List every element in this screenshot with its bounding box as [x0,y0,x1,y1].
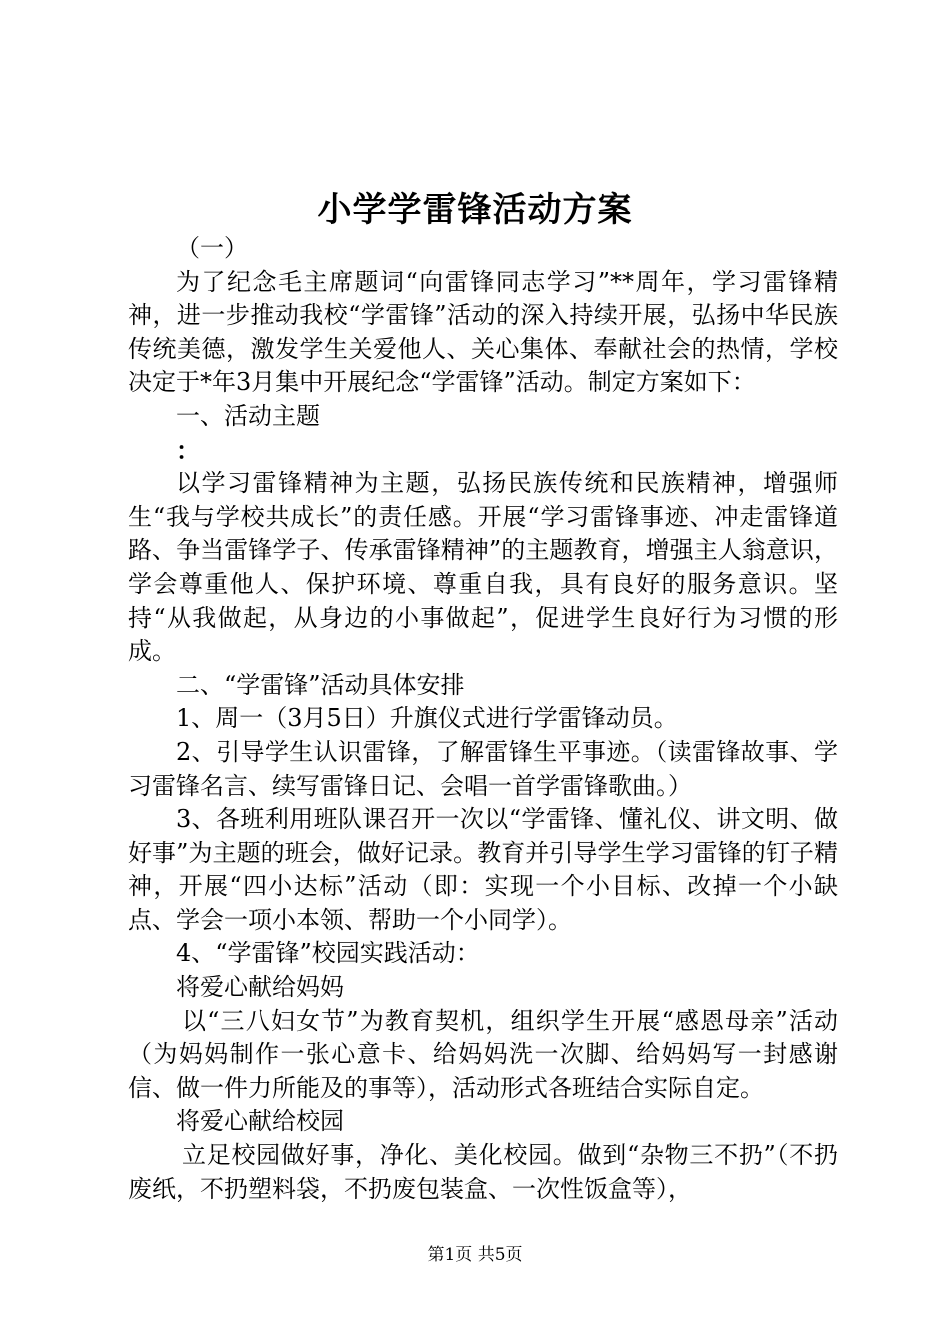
heading-arrangement: 二、“学雷锋”活动具体安排 [176,670,465,699]
campus-paragraph: 立足校园做好事，净化、美化校园。做到“杂物三不扔”（不扔废纸，不扔塑料袋，不扔废包装盒、一次性饭盒等）， [128,1141,838,1203]
arrangement-item-4: 4、“学雷锋”校园实践活动： [176,939,480,968]
arrangement-item-1: 1、周一（3月5日）升旗仪式进行学雷锋动员。 [176,704,678,733]
page-footer: 第1页 共5页 [427,1245,523,1265]
heading-theme: 一、活动主题 [176,401,320,430]
subheading-campus: 将爱心献给校园 [176,1107,344,1136]
document-title: 小学学雷锋活动方案 [317,190,633,230]
section-marker: （一） [176,234,248,262]
arrangement-item-3: 3、各班利用班队课召开一次以“学雷锋、懂礼仪、讲文明、做好事”为主题的班会，做好记录。教育并引导学生学习雷锋的钉子精神，开展“四小达标”活动（即：实现一个小目标、改掉一个小缺点、学会一项小本领、帮助一个小同学）。 [128,805,838,934]
document-body [128,232,838,1206]
intro-paragraph: 为了纪念毛主席题词“向雷锋同志学习”**周年，学习雷锋精神，进一步推动我校“学雷锋”活动的深入持续开展，弘扬中华民族传统美德，激发学生关爱他人、关心集体、奉献社会的热情，学校决定于*年3月集中开展纪念“学雷锋”活动。制定方案如下： [128,267,838,397]
mother-paragraph: 以“三八妇女节”为教育契机，组织学生开展“感恩母亲”活动（为妈妈制作一张心意卡、给妈妈洗一次脚、给妈妈写一封感谢信、做一件力所能及的事等），活动形式各班结合实际自定。 [128,1006,838,1102]
subheading-mother: 将爱心献给妈妈 [176,973,344,1002]
colon-line: ： [176,435,200,465]
arrangement-item-2: 2、引导学生认识雷锋，了解雷锋生平事迹。（读雷锋故事、学习雷锋名言、续写雷锋日记、会唱一首学雷锋歌曲。） [128,737,838,800]
theme-paragraph: 以学习雷锋精神为主题，弘扬民族传统和民族精神，增强师生“我与学校共成长”的责任感。开展“学习雷锋事迹、冲走雷锋道路、争当雷锋学子、传承雷锋精神”的主题教育，增强主人翁意识，学会尊重他人、保护环境、尊重自我，具有良好的服务意识。坚持“从我做起，从身边的小事做起”，促进学生良好行为习惯的形成。 [128,469,838,666]
